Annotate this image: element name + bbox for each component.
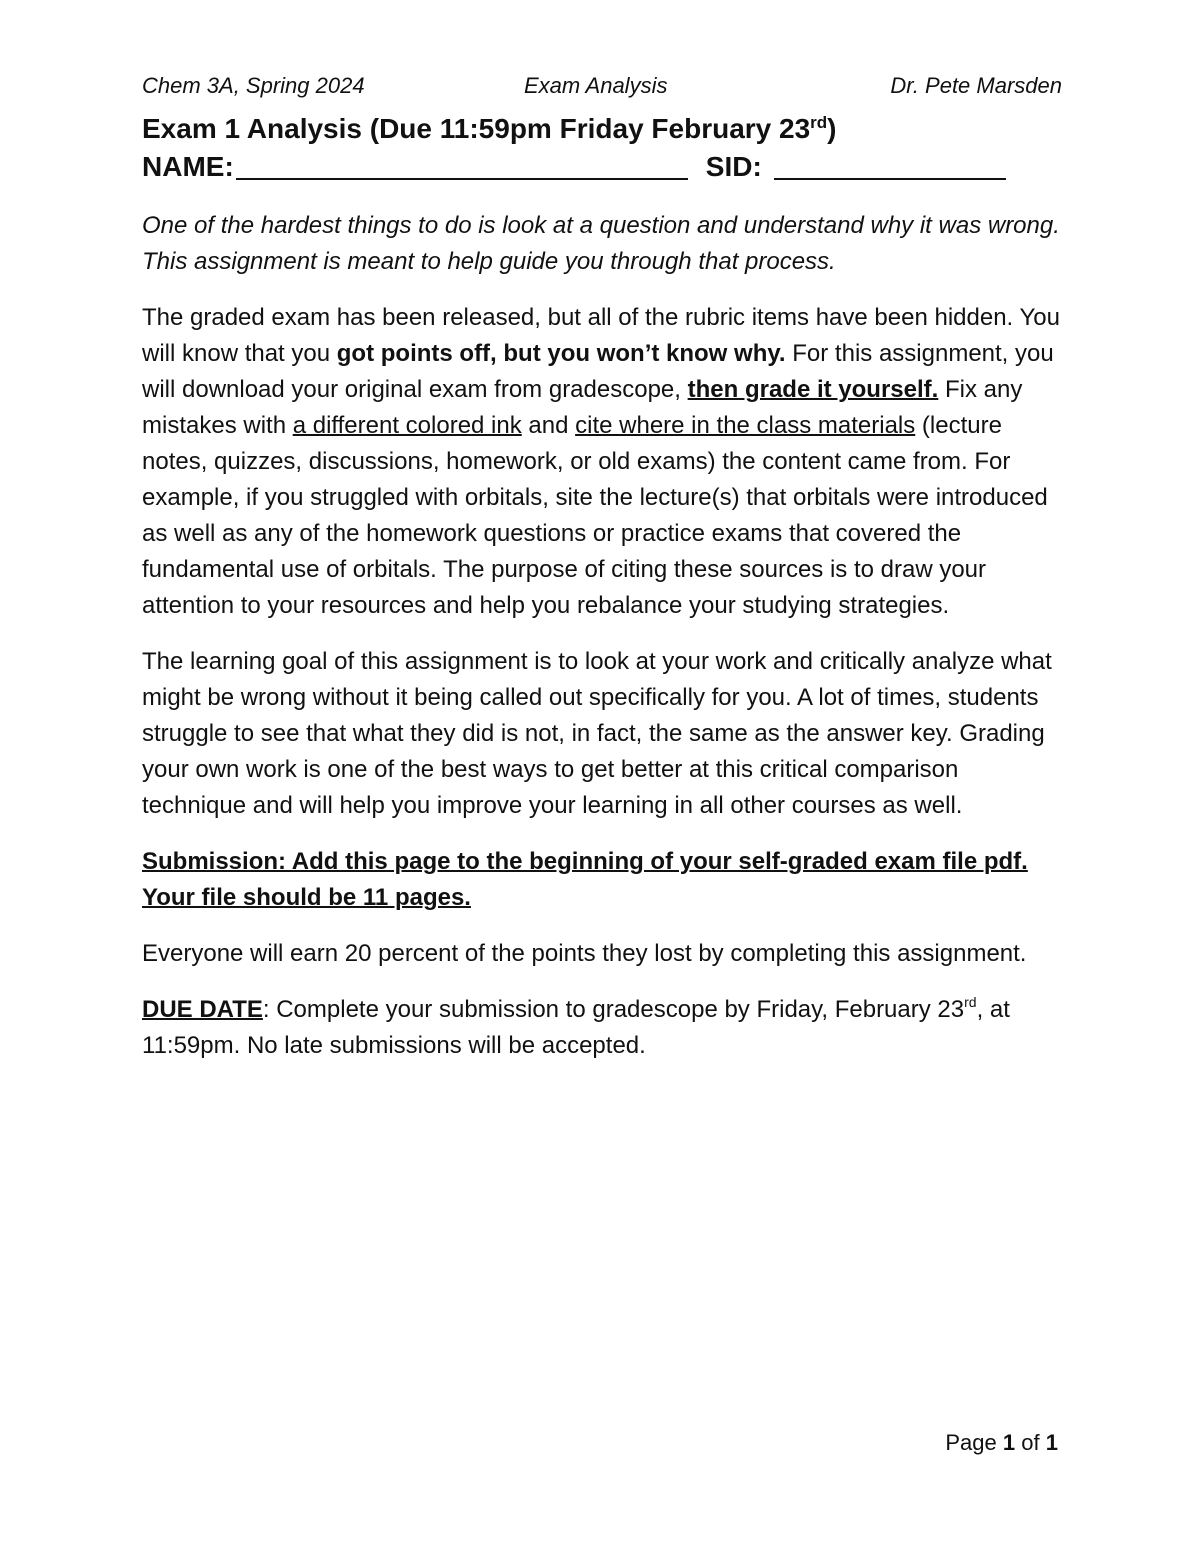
p2-bold-1: got points off, but you won’t know why.: [336, 340, 786, 367]
due-text-1: : Complete your submission to gradescope by Friday, February 23: [262, 996, 965, 1023]
name-label: NAME:: [142, 151, 234, 182]
document-page: [142, 70, 1062, 1064]
running-header: [142, 70, 1062, 102]
page-title: [142, 110, 1062, 148]
p2-bold-underline-1: then grade it yourself.: [687, 376, 939, 403]
p2-text-5: (lecture notes, quizzes, discussions, homework, or old exams) the content came from. For example, if you struggled with orbitals, site the lecture(s) that orbitals were introduced as well as any of the homework questions or practice exams that covered the fundamental use of orbitals. The purpose of citing these sources is to draw your attention to your resources and help you rebalance your studying strategies.: [142, 412, 1048, 619]
footer-page-word: Page: [945, 1430, 997, 1455]
course-label: Chem 3A, Spring 2024: [142, 73, 365, 98]
sid-label: SID:: [705, 151, 762, 182]
p2-underline-2: cite where in the class materials: [575, 412, 916, 439]
p2-underline-1: a different colored ink: [292, 412, 522, 439]
due-sup: rd: [964, 994, 977, 1010]
instructions-paragraph: [142, 300, 1062, 624]
due-text-2: , at 11:59pm. No late submissions will be accepted.: [142, 996, 1010, 1059]
learning-goal-paragraph: The learning goal of this assignment is to look at your work and critically analyze what might be wrong without it being called out specifically for you. A lot of times, students struggle to see that what they did is not, in fact, the same as the answer key. Grading your own work is one of the best ways to get better at this critical comparison technique and will help you improve your learning in all other courses as well.: [142, 648, 1052, 819]
intro-paragraph: One of the hardest things to do is look at a question and understand why it was wrong. This assignment is meant to help guide you through that process.: [142, 212, 1060, 275]
title-close: ): [827, 113, 837, 144]
page-footer: [945, 1428, 1058, 1458]
due-date-label: DUE DATE: [142, 996, 263, 1023]
footer-page-total: 1: [1045, 1430, 1058, 1455]
p2-text-1: The graded exam has been released, but all of the rubric items have been hidden. You will know that you: [142, 304, 1060, 367]
instructor-label: Dr. Pete Marsden: [890, 73, 1062, 98]
submission-paragraph: Submission: Add this page to the beginning of your self-graded exam file pdf. Your file should be 11 pages.: [142, 848, 1028, 911]
footer-page-num: 1: [1002, 1430, 1016, 1455]
name-sid-line: [142, 148, 1062, 186]
earn-paragraph: Everyone will earn 20 percent of the points they lost by completing this assignment.: [142, 940, 1027, 967]
p2-text-3: Fix any mistakes with: [142, 376, 1023, 439]
p2-text-2: For this assignment, you will download your original exam from gradescope,: [142, 340, 1054, 403]
title-sup: rd: [810, 113, 828, 132]
footer-of-word: of: [1021, 1430, 1040, 1455]
p2-text-4: and: [521, 412, 576, 439]
doc-type-label: Exam Analysis: [524, 73, 668, 98]
title-main: Exam 1 Analysis (Due 11:59pm Friday February 23: [142, 113, 811, 144]
sid-blank[interactable]: [774, 150, 1006, 180]
due-date-paragraph: [142, 992, 1062, 1064]
name-blank[interactable]: [236, 150, 688, 180]
